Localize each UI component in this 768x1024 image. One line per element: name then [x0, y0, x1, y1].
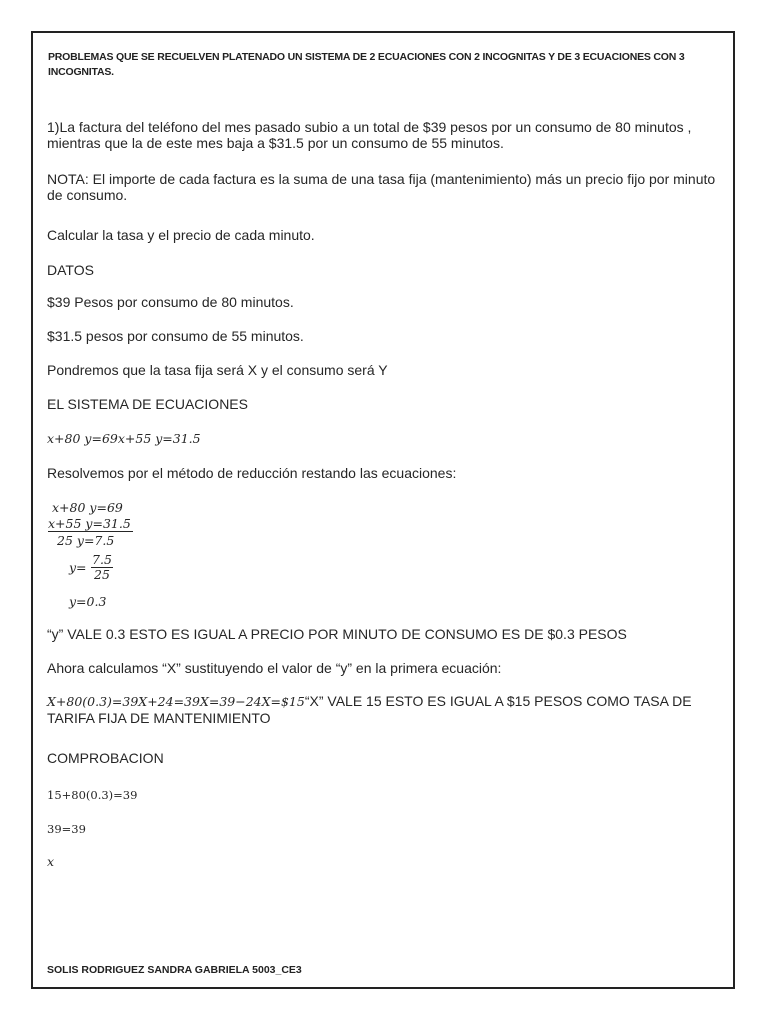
data-item-1: $39 Pesos por consumo de 80 minutos.	[47, 294, 294, 310]
reduction-equation-1: x+80 y=69	[52, 500, 123, 515]
system-title: EL SISTEMA DE ECUACIONES	[47, 396, 248, 412]
fraction-numerator: 7.5	[92, 552, 112, 567]
verification-equation-1: 15+80(0.3)=39	[47, 788, 138, 802]
problem-statement: 1)La factura del teléfono del mes pasado subio a un total de $39 pesos por un consumo de 80 minutos , mientras que la de este mes baja a $31.5 por un consumo de 55 minutos.	[47, 119, 692, 151]
fraction-lhs: y=	[69, 560, 87, 575]
verification-equation-2: 39=39	[47, 822, 86, 836]
x-equation: X+80(0.3)=39X+24=39X=39−24X=$15	[47, 694, 305, 709]
document-page	[31, 31, 735, 989]
document-heading: PROBLEMAS QUE SE RECUELVEN PLATENADO UN SISTEMA DE 2 ECUACIONES CON 2 INCOGNITAS Y DE 3 ECUACIONES CON 3 INCOGNITAS.	[48, 51, 685, 78]
verification-variable: x	[47, 854, 55, 869]
calculate-instruction: Calcular la tasa y el precio de cada minuto.	[47, 227, 315, 243]
y-value-statement: “y” VALE 0.3 ESTO ES IGUAL A PRECIO POR MINUTO DE CONSUMO ES DE $0.3 PESOS	[47, 626, 627, 642]
x-value-statement: “X” VALE 15 ESTO ES IGUAL A $15 PESOS COMO TASA DE TARIFA FIJA DE MANTENIMIENTO	[47, 693, 692, 726]
x-solution	[47, 693, 733, 726]
reduction-instruction: Resolvemos por el método de reducción restando las ecuaciones:	[47, 465, 457, 481]
x-substitution-instruction: Ahora calculamos “X” sustituyendo el valor de “y” en la primera ecuación:	[47, 660, 502, 676]
variables-definition: Pondremos que la tasa fija será X y el consumo será Y	[47, 362, 388, 378]
system-equations: x+80 y=69x+55 y=31.5	[47, 431, 201, 446]
verification-title: COMPROBACION	[47, 750, 164, 766]
reduction-result: y=0.3	[69, 594, 107, 609]
reduction-equation-3: 25 y=7.5	[57, 533, 115, 548]
author-footer: SOLIS RODRIGUEZ SANDRA GABRIELA 5003_CE3	[47, 964, 302, 976]
fraction-denominator: 25	[94, 567, 110, 582]
reduction-fraction	[69, 552, 112, 582]
data-item-2: $31.5 pesos por consumo de 55 minutos.	[47, 328, 304, 344]
data-title: DATOS	[47, 262, 94, 278]
note-paragraph: NOTA: El importe de cada factura es la suma de una tasa fija (mantenimiento) más un precio fijo por minuto de consumo.	[47, 171, 716, 203]
reduction-equation-2: x+55 y=31.5	[48, 517, 133, 532]
